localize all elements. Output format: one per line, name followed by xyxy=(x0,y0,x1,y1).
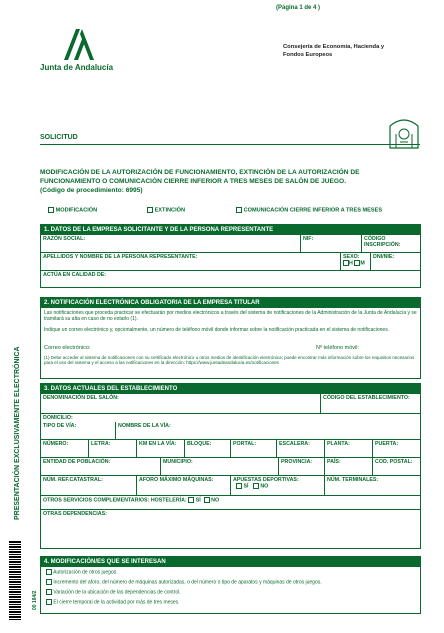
checkbox[interactable] xyxy=(46,579,52,585)
correo-field[interactable]: Correo electrónico: xyxy=(44,345,91,351)
bloque-field[interactable]: BLOQUE: xyxy=(185,440,231,458)
title-line-3: (Código de procedimiento: 6995) xyxy=(40,187,143,194)
solicitud-label: SOLICITUD xyxy=(40,134,78,141)
andalucia-emblem-icon xyxy=(386,112,422,152)
puerta-field[interactable]: PUERTA: xyxy=(373,440,421,458)
codigo-establecimiento-field[interactable]: CÓDIGO DEL ESTABLECIMIENTO: xyxy=(321,394,421,414)
apellidos-field[interactable]: APELLIDOS Y NOMBRE DE LA PERSONA REPRESENTANTE: xyxy=(41,253,341,271)
section-3 xyxy=(40,383,421,549)
ref-catastral-field[interactable]: NÚM. REF.CATASTRAL: xyxy=(41,476,137,496)
nif-field[interactable]: NIF: xyxy=(301,235,362,253)
junta-logo-icon xyxy=(60,27,100,61)
option-cierre[interactable]: COMUNICACIÓN CIERRE INFERIOR A TRES MESES xyxy=(236,207,382,213)
portal-field[interactable]: PORTAL: xyxy=(231,440,277,458)
side-text: PRESENTACIÓN EXCLUSIVAMENTE ELECTRÓNICA xyxy=(14,346,21,520)
domicilio-label: DOMICILIO: xyxy=(43,415,73,421)
divider xyxy=(40,144,420,145)
s4-item[interactable]: Autorización de otros juegos. xyxy=(46,569,118,576)
notif-note: (1) Debe acceder al sistema de notificaciones con su certificado electrónico u otros medios de identificación electrónica; puede encontrar más información sobre los requisitos necesarios para el uso del sistema y el acceso a las notificaciones en la dirección: https://www.juntadeandalucia.es/notificaciones xyxy=(44,355,415,366)
movil-field[interactable]: Nº teléfono móvil: xyxy=(316,345,359,351)
checkbox[interactable] xyxy=(46,569,52,575)
apuestas-field: APUESTAS DEPORTIVAS: SÍ NO xyxy=(231,476,325,496)
section-1-header: 1. DATOS DE LA EMPRESA SOLICITANTE Y DE LA PERSONA REPRESENTANTE xyxy=(41,225,420,235)
notif-paragraph-1: Las notificaciones que proceda practicar se efectuarán por medios electrónicos a través del sistema de notificaciones de la Administración de la Junta de Andalucía y se tramitará su alta en caso de no estarlo (1). xyxy=(44,310,417,323)
entidad-field[interactable]: ENTIDAD DE POBLACIÓN: xyxy=(41,458,161,476)
sexo-field: SEXO: H M xyxy=(341,253,371,271)
aforo-field[interactable]: AFORO MÁXIMO MÁQUINAS: xyxy=(137,476,231,496)
terminales-field[interactable]: NÚM. TERMINALES: xyxy=(325,476,421,496)
tipo-via-field[interactable]: TIPO DE VÍA: xyxy=(41,422,116,440)
section-4-header: 4. MODIFICACIÓN/ES QUE SE INTERESAN xyxy=(41,557,420,567)
checkbox[interactable] xyxy=(46,589,52,595)
otros-servicios-row: OTROS SERVICIOS COMPLEMENTARIOS: HOSTELERÍA: SÍ NO xyxy=(41,496,421,510)
title-line-1: MODIFICACIÓN DE LA AUTORIZACIÓN DE FUNCIONAMIENTO, EXTINCIÓN DE LA AUTORIZACIÓN DE xyxy=(40,169,360,176)
section-4 xyxy=(40,556,421,614)
apuestas-si-checkbox[interactable] xyxy=(236,483,242,489)
numero-field[interactable]: NÚMERO: xyxy=(41,440,89,458)
section-1 xyxy=(40,224,421,288)
junta-logo xyxy=(40,27,120,75)
planta-field[interactable]: PLANTA: xyxy=(325,440,373,458)
section-2-header: 2. NOTIFICACIÓN ELECTRÓNICA OBLIGATORIA DE LA EMPRESA TITULAR xyxy=(41,298,420,308)
codigo-inscripcion-field[interactable]: CÓDIGO INSCRIPCIÓN: xyxy=(362,235,421,253)
section-2 xyxy=(40,297,421,379)
section-3-header: 3. DATOS ACTUALES DEL ESTABLECIMIENTO xyxy=(41,384,420,394)
s4-item[interactable]: El cierre temporal de la actividad por más de tres meses. xyxy=(46,599,180,606)
checkbox[interactable] xyxy=(147,207,153,213)
hosteleria-si-checkbox[interactable] xyxy=(188,497,194,503)
barcode-code: 00 184/2 xyxy=(32,590,38,610)
pais-field[interactable]: PAÍS: xyxy=(325,458,373,476)
letra-field[interactable]: LETRA: xyxy=(89,440,137,458)
apuestas-no-checkbox[interactable] xyxy=(253,483,259,489)
form-title xyxy=(40,168,425,195)
title-line-2: FUNCIONAMIENTO O COMUNICACIÓN CIERRE INFERIOR A TRES MESES DE SALÓN DE JUEGO. xyxy=(40,178,347,185)
provincia-field[interactable]: PROVINCIA: xyxy=(279,458,325,476)
escalera-field[interactable]: ESCALERA: xyxy=(277,440,325,458)
actua-field[interactable]: ACTÚA EN CALIDAD DE: xyxy=(43,272,107,278)
cod-postal-field[interactable]: COD. POSTAL: xyxy=(373,458,421,476)
municipio-field[interactable]: MUNICIPIO: xyxy=(161,458,279,476)
otras-dependencias-field[interactable]: OTRAS DEPENDENCIAS: xyxy=(43,511,107,517)
logo-text: Junta de Andalucía xyxy=(40,63,114,72)
option-modificacion[interactable]: MODIFICACIÓN xyxy=(48,207,97,213)
checkbox[interactable] xyxy=(46,599,52,605)
km-field[interactable]: KM EN LA VÍA: xyxy=(137,440,185,458)
s4-item[interactable]: Incremento del aforo, del número de máquinas autorizadas, o del número o tipo de aparatos y máquinas de otros juegos. xyxy=(46,579,322,586)
s4-item[interactable]: Variación de la ubicación de las dependencias de control. xyxy=(46,589,181,596)
ministry-name: Consejería de Economía, Hacienda y Fondos Europeos xyxy=(283,44,385,58)
checkbox[interactable] xyxy=(48,207,54,213)
razon-social-field[interactable]: RAZÓN SOCIAL: xyxy=(41,235,301,253)
checkbox[interactable] xyxy=(236,207,242,213)
notif-paragraph-2: Indique un correo electrónico y, opcionalmente, un número de teléfono móvil donde informar sobre la notificación practicada en el sistema de notificaciones. xyxy=(44,327,390,333)
denominacion-field[interactable]: DENOMINACIÓN DEL SALÓN: xyxy=(41,394,321,414)
dni-field[interactable]: DNI/NIE: xyxy=(371,253,421,271)
option-extincion[interactable]: EXTINCIÓN xyxy=(147,207,185,213)
barcode xyxy=(9,540,21,620)
hosteleria-no-checkbox[interactable] xyxy=(204,497,210,503)
page-label: (Página 1 de 4 ) xyxy=(276,5,321,11)
nombre-via-field[interactable]: NOMBRE DE LA VÍA: xyxy=(116,422,421,440)
